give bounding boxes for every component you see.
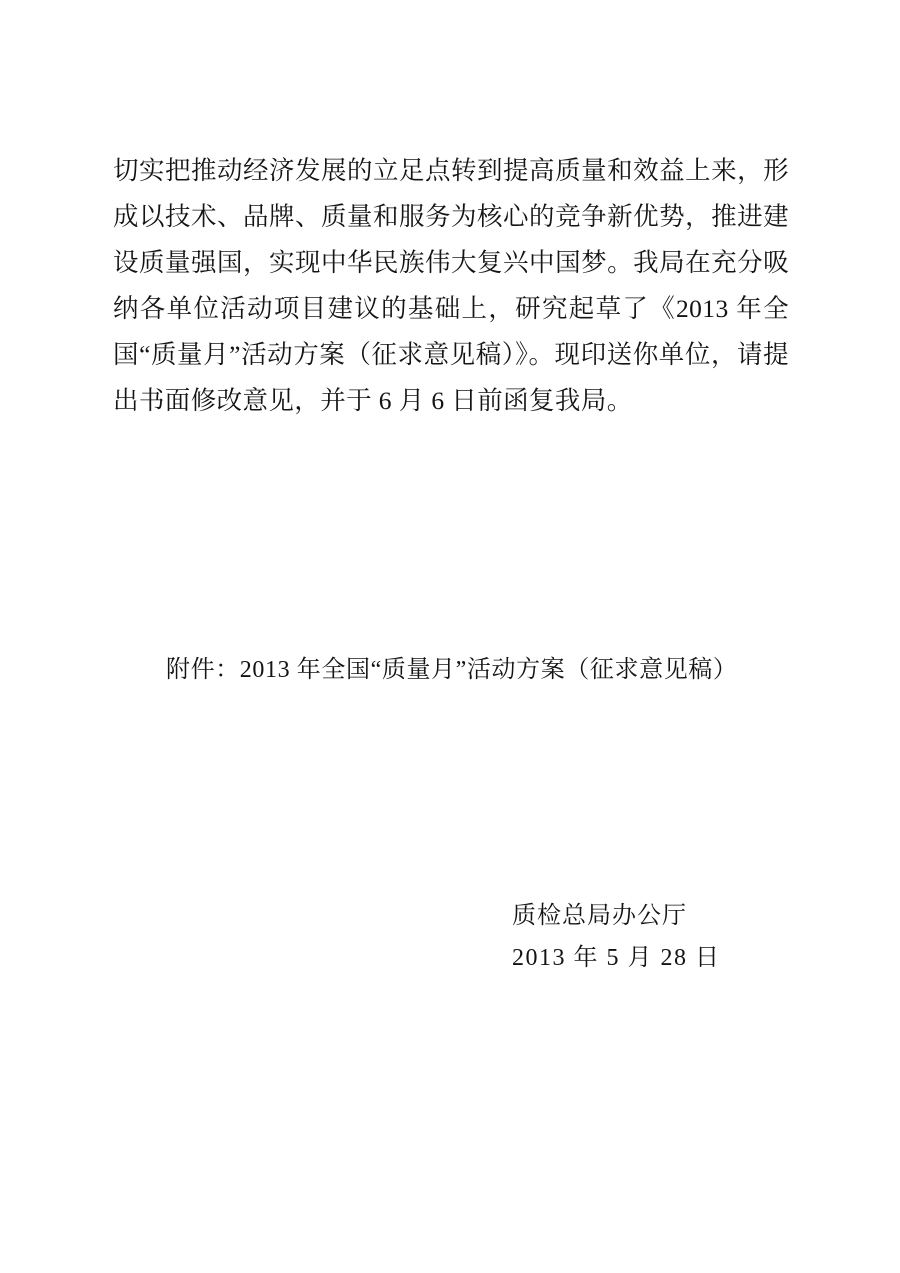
signature-date: 2013 年 5 月 28 日 [512, 945, 721, 971]
body-paragraph: 切实把推动经济发展的立足点转到提高质量和效益上来，形成以技术、品牌、质量和服务为核心的竞争新优势，推进建设质量强国，实现中华民族伟大复兴中国梦。我局在充分吸纳各单位活动项目建议的基础上，研究起草了《2013 年全国“质量月”活动方案（征求意见稿）》。现印送你单位，请提出书面修改意见，并于 6 月 6 日前函复我局。 [113, 156, 789, 415]
body-paragraph-block [113, 148, 789, 424]
attachment-line: 附件：2013 年全国“质量月”活动方案（征求意见稿） [166, 657, 738, 683]
signature-organization: 质检总局办公厅 [512, 903, 687, 929]
signature-block [512, 895, 721, 979]
